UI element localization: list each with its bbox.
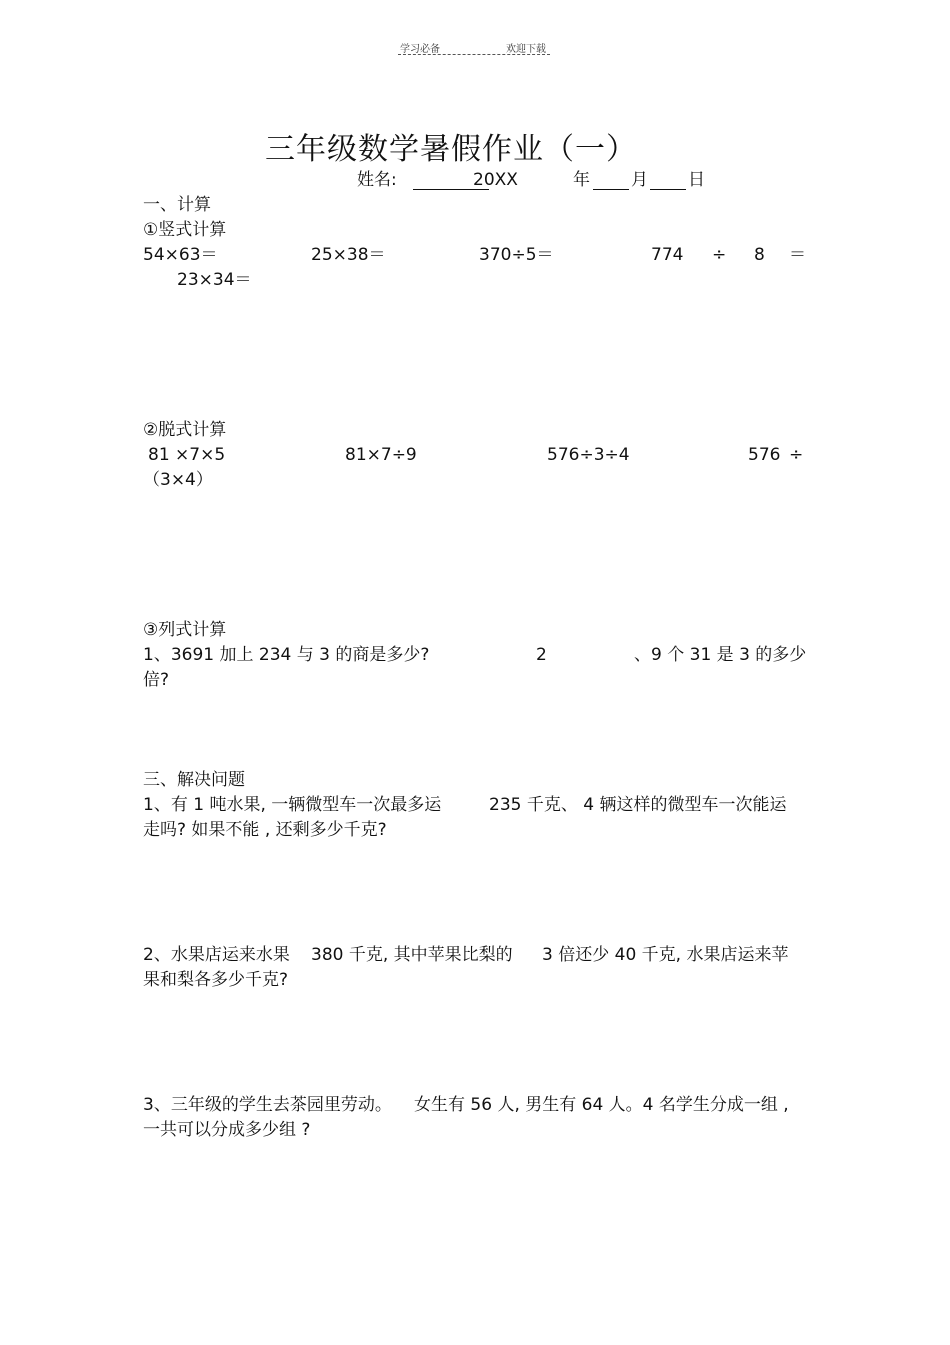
- question-text: 1、3691 加上 234 与 3 的商是多少?: [143, 645, 430, 665]
- question-text: 、9 个 31 是 3 的多少: [634, 645, 807, 665]
- question-text: 果和梨各多少千克?: [143, 970, 289, 990]
- question-text: 倍?: [143, 670, 170, 690]
- header-left: 学习必备: [400, 44, 440, 55]
- page-title: 三年级数学暑假作业（一）: [265, 132, 637, 167]
- day-label: 日: [688, 170, 705, 190]
- question-number: 2: [536, 645, 547, 665]
- section-calc-heading: 一、计算: [143, 195, 211, 215]
- problem-item: ÷: [789, 445, 804, 465]
- year-label: 年: [573, 170, 590, 190]
- question-text: 3、三年级的学生去茶园里劳动。: [143, 1095, 392, 1115]
- section-problems-heading: 三、解决问题: [143, 770, 245, 790]
- header-right: 欢迎下载: [506, 44, 546, 55]
- name-label: 姓名:: [357, 170, 397, 190]
- header-divider: [398, 54, 550, 55]
- problem-item: （3×4）: [143, 470, 213, 490]
- question-text: 2、水果店运来水果: [143, 945, 290, 965]
- problem-item: 23×34＝: [177, 270, 252, 290]
- year-value: 20XX: [473, 170, 518, 190]
- problem-item: 81×7÷9: [345, 445, 417, 465]
- problem-item: 370÷5＝: [479, 245, 554, 265]
- problem-item: 576÷3÷4: [547, 445, 630, 465]
- problem-item: 54×63＝: [143, 245, 218, 265]
- problem-item: 25×38＝: [311, 245, 386, 265]
- day-blank: [650, 170, 686, 190]
- question-text: 235 千克、 4 辆这样的微型车一次能运: [489, 795, 787, 815]
- question-text: 1、有 1 吨水果, 一辆微型车一次最多运: [143, 795, 442, 815]
- question-text: 一共可以分成多少组 ?: [143, 1120, 311, 1140]
- written-calc-heading: ③列式计算: [143, 620, 227, 640]
- stepwise-calc-heading: ②脱式计算: [143, 420, 227, 440]
- problem-item: ＝: [789, 245, 806, 265]
- question-text: 走吗? 如果不能 , 还剩多少千克?: [143, 820, 387, 840]
- month-label: 月: [631, 170, 648, 190]
- vertical-calc-heading: ①竖式计算: [143, 220, 227, 240]
- problem-item: ÷: [712, 245, 727, 265]
- month-blank: [593, 170, 629, 190]
- question-text: 380 千克, 其中苹果比梨的: [311, 945, 513, 965]
- problem-item: 8: [754, 245, 765, 265]
- question-text: 女生有 56 人, 男生有 64 人。4 名学生分成一组 ,: [414, 1095, 789, 1115]
- problem-item: 774: [651, 245, 684, 265]
- problem-item: 81 ×7×5: [148, 445, 226, 465]
- problem-item: 576: [748, 445, 781, 465]
- question-text: 3 倍还少 40 千克, 水果店运来苹: [542, 945, 789, 965]
